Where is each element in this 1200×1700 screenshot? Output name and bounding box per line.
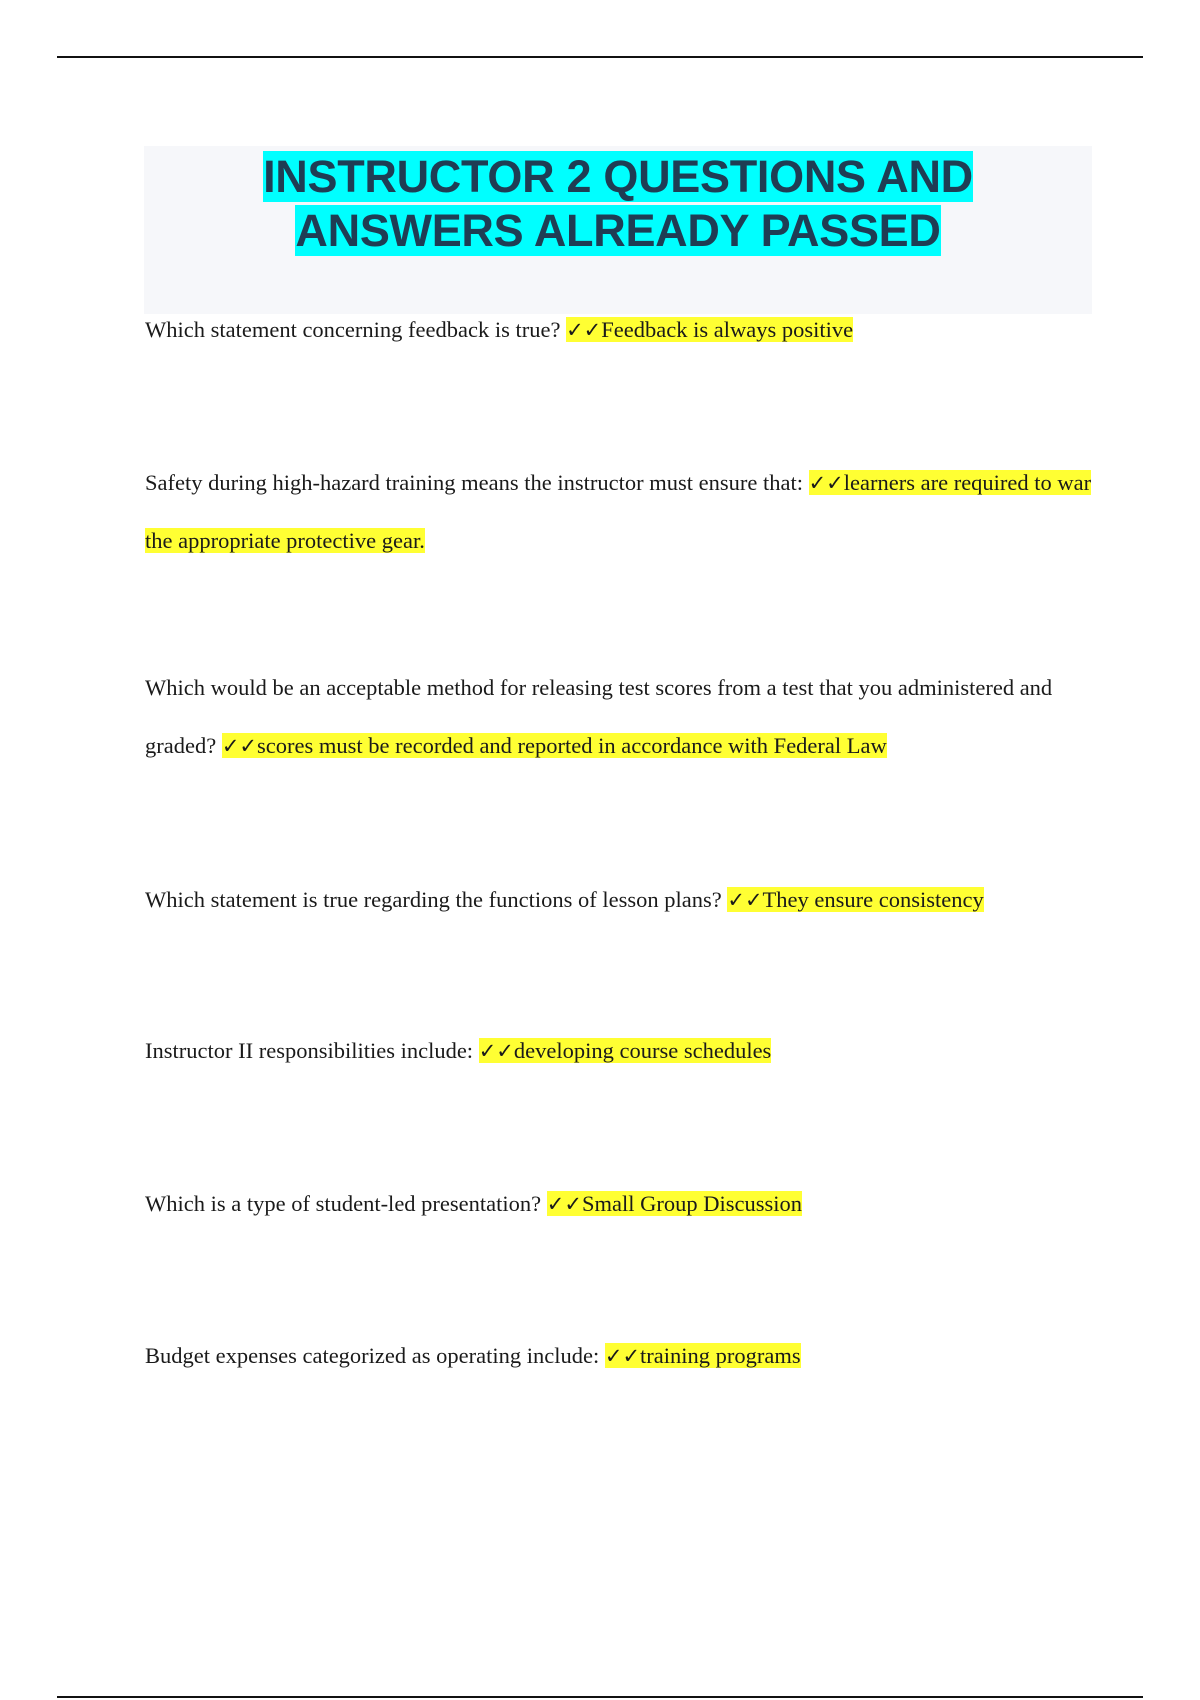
answer-text: They ensure consistency	[762, 887, 984, 912]
title-block	[144, 146, 1092, 314]
double-check-icon: ✓✓	[478, 1039, 514, 1063]
double-check-icon: ✓✓	[808, 471, 844, 495]
answer-highlight	[479, 1038, 772, 1063]
footer-rule	[57, 1696, 1143, 1698]
question-text: Which is a type of student-led presentation?	[145, 1191, 547, 1216]
qa-item	[145, 1175, 1105, 1233]
document-title: INSTRUCTOR 2 QUESTIONS AND ANSWERS ALREADY PASSED	[263, 151, 973, 256]
double-check-icon: ✓✓	[546, 1192, 582, 1216]
answer-text: learners are required to war the appropriate protective gear.	[145, 470, 1092, 553]
qa-item	[145, 1022, 1105, 1080]
qa-item	[145, 1327, 1105, 1385]
double-check-icon: ✓✓	[566, 318, 602, 342]
qa-item	[145, 871, 1105, 929]
double-check-icon: ✓✓	[604, 1344, 641, 1368]
header-rule	[57, 56, 1143, 58]
qa-item	[145, 454, 1105, 570]
answer-highlight	[547, 1191, 802, 1216]
qa-item	[145, 659, 1105, 775]
question-text: Budget expenses categorized as operating include:	[145, 1343, 605, 1368]
answer-text: Small Group Discussion	[581, 1191, 802, 1216]
question-text: Which statement concerning feedback is true?	[145, 317, 567, 342]
question-text: Which would be an acceptable method for releasing test scores from a test that you administered and graded?	[145, 675, 1053, 758]
question-text: Safety during high-hazard training means the instructor must ensure that:	[145, 470, 809, 495]
question-text: Which statement is true regarding the functions of lesson plans?	[145, 887, 728, 912]
answer-text: training programs	[640, 1343, 801, 1368]
answer-text: scores must be recorded and reported in accordance with Federal Law	[257, 733, 887, 758]
answer-highlight	[727, 887, 983, 912]
double-check-icon: ✓✓	[221, 734, 258, 758]
double-check-icon: ✓✓	[727, 888, 763, 912]
answer-highlight	[566, 317, 853, 342]
answer-highlight	[605, 1343, 801, 1368]
answer-highlight	[222, 733, 887, 758]
answer-text: Feedback is always positive	[601, 317, 854, 342]
qa-item	[145, 301, 1105, 359]
question-text: Instructor II responsibilities include:	[145, 1038, 479, 1063]
answer-text: developing course schedules	[513, 1038, 772, 1063]
